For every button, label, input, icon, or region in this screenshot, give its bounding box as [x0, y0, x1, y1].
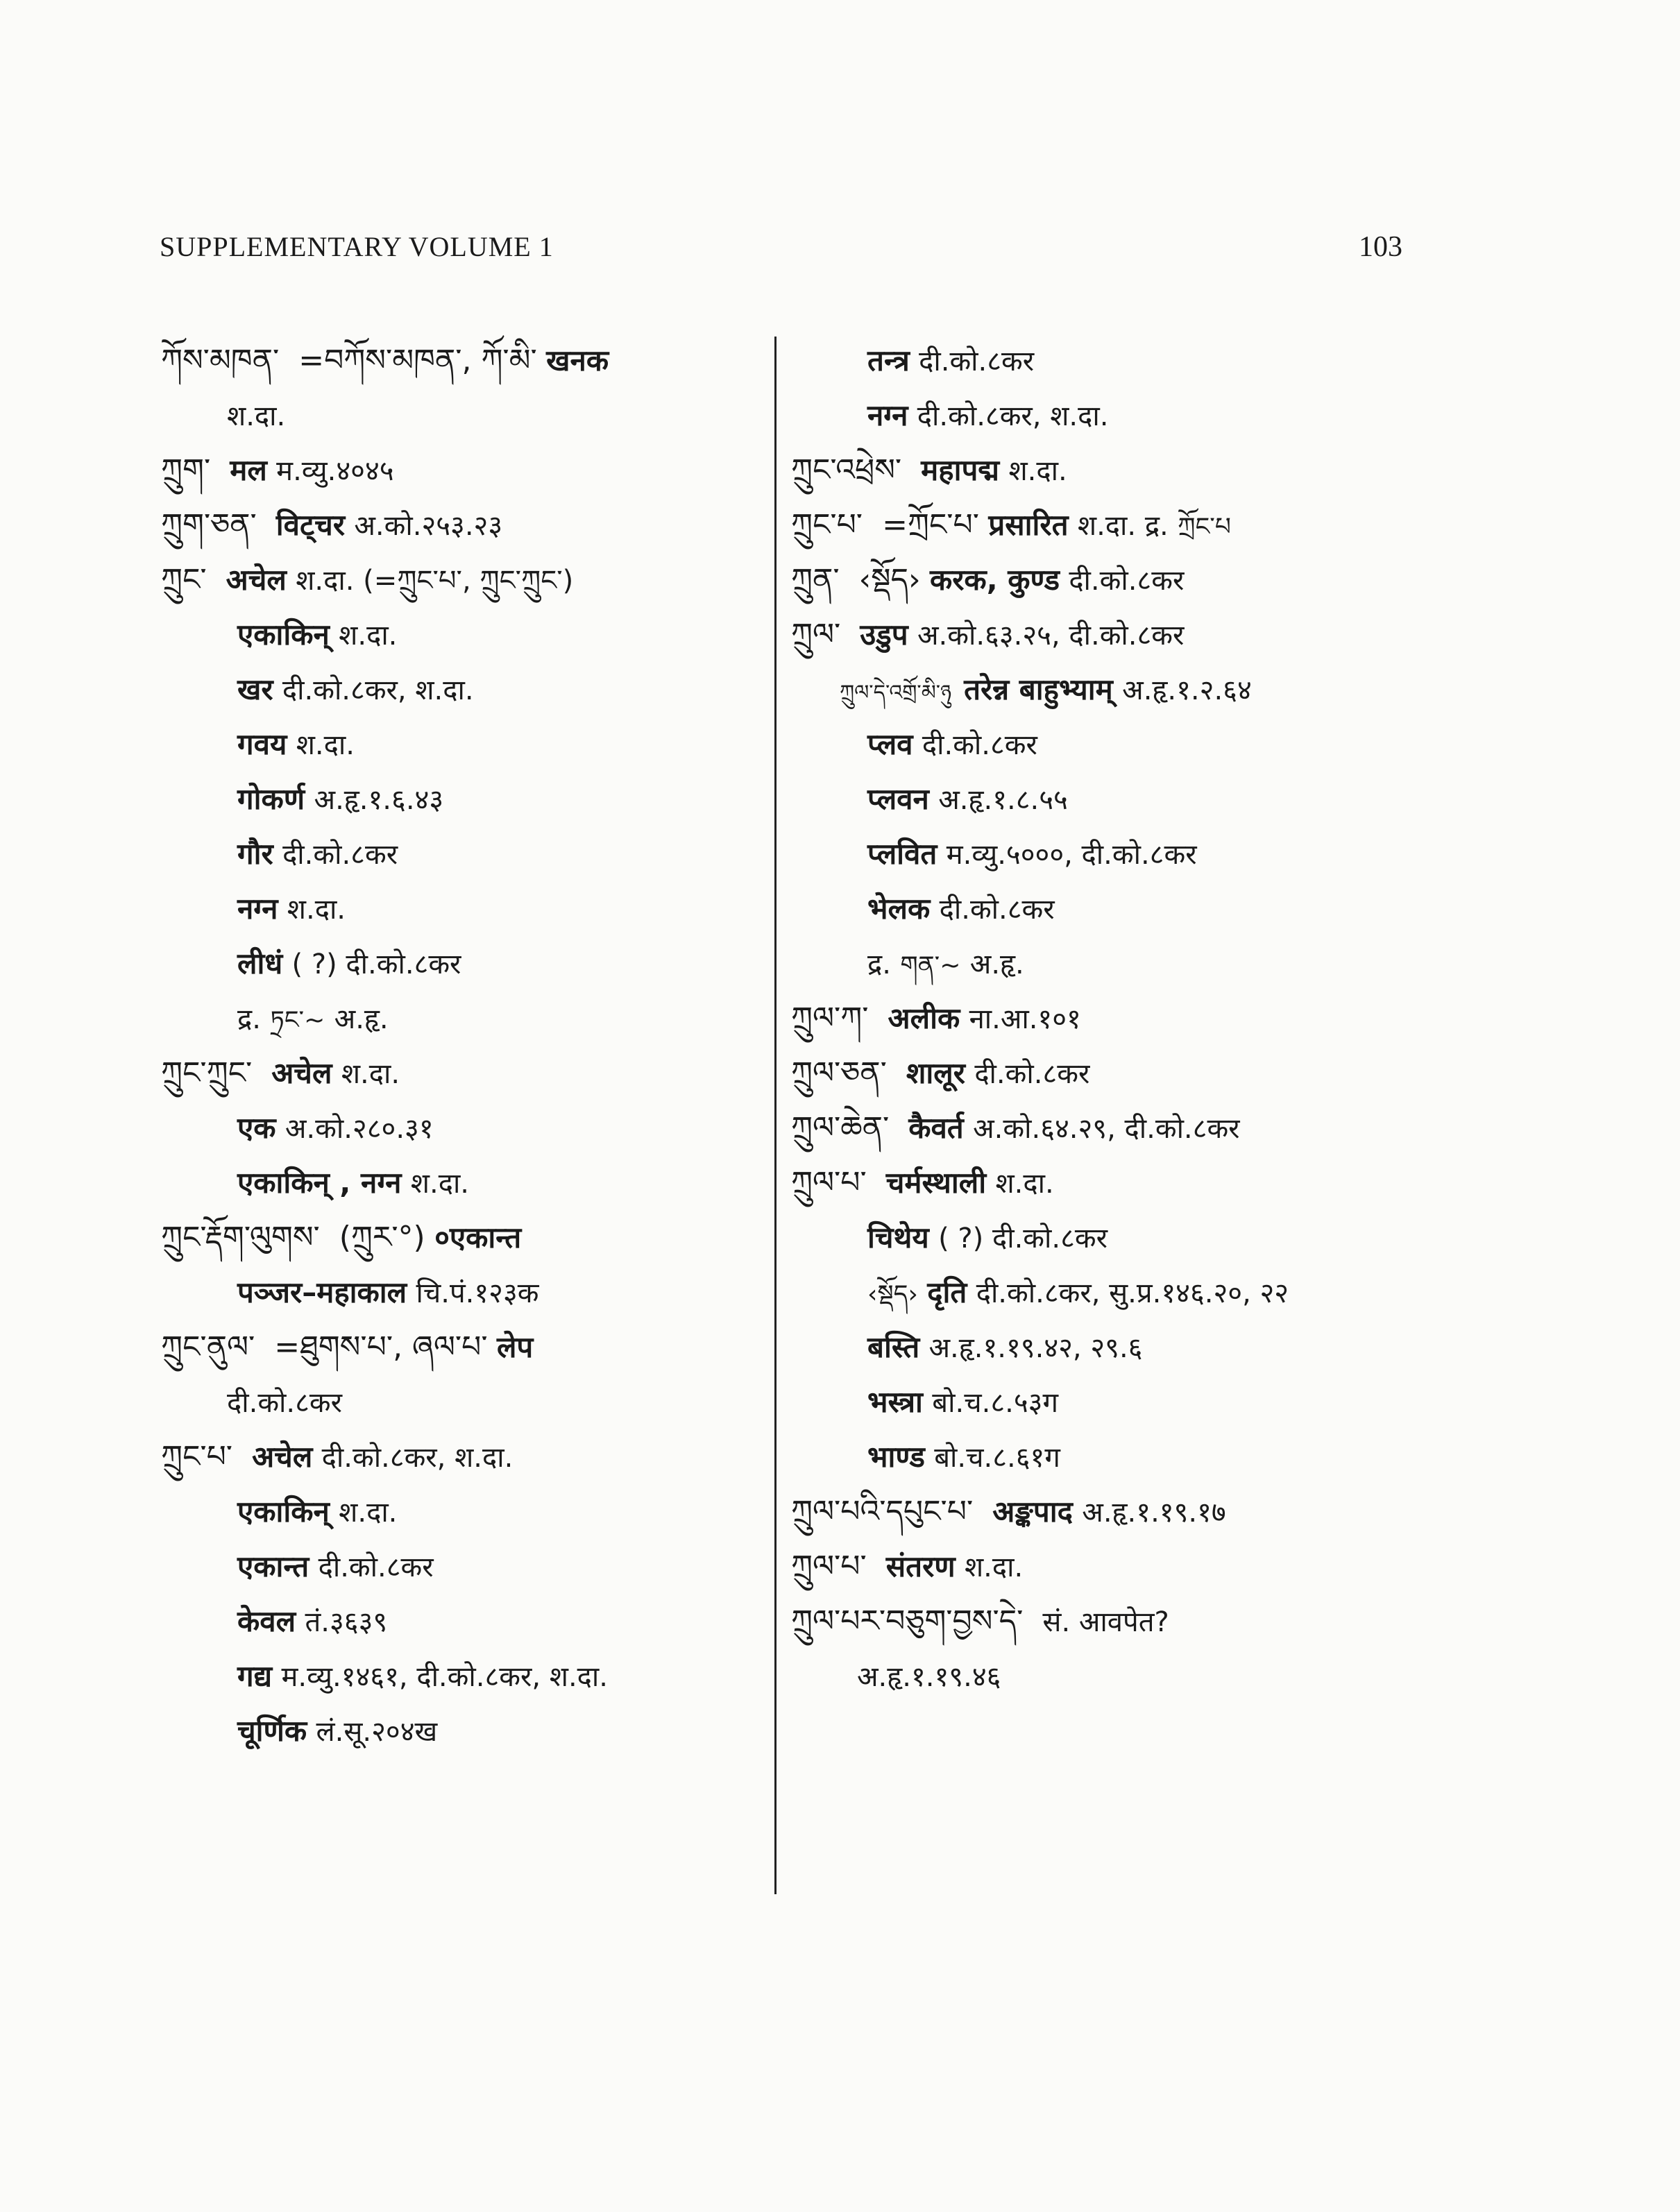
tibetan-headword: ཀྲུང་ནུལ་ [161, 1329, 255, 1365]
sanskrit-equivalent: चूर्णिक [237, 1714, 307, 1748]
source-reference: दी.को.८कर, श.दा. [282, 674, 474, 706]
source-reference: श.दा. (=ཀྲུང་པ་, ཀྲུང་ཀྲུང་) [296, 565, 574, 597]
sanskrit-equivalent: केवल [237, 1604, 296, 1638]
sense-line [161, 826, 758, 881]
entry-line [161, 497, 758, 552]
source-reference: दी.को.८कर [1069, 565, 1185, 597]
entry-line [791, 1594, 1416, 1649]
tibetan-inline: ཏྲང་~ [270, 1006, 325, 1035]
source-reference: श.दा. [227, 400, 286, 432]
sanskrit-equivalent: पञ्जर–महाकाल [237, 1275, 407, 1309]
tibetan-inline: ཀྲོང་པ [1178, 513, 1231, 541]
tibetan-variant: =ཀྲོང་པ་ [882, 507, 979, 543]
source-reference: दी.को.८कर [939, 894, 1055, 926]
source-reference: दी.को.८कर, सु.प्र.१४६.२०, २२ [976, 1277, 1289, 1309]
entry-line [791, 1046, 1416, 1100]
sense-line [791, 388, 1416, 443]
running-head: SUPPLEMENTARY VOLUME 1 [160, 231, 554, 262]
page-header [160, 230, 1402, 272]
tibetan-phrase: ཀྲུལ་དེ་འགྲོ་མི་ཉུ [840, 681, 952, 705]
source-reference: बो.च.८.६१ग [934, 1442, 1060, 1474]
entry-line [161, 443, 758, 497]
source-reference: अ.को.६३.२५, दी.को.८कर [917, 620, 1185, 652]
sanskrit-equivalent: गद्य [237, 1659, 273, 1693]
sanskrit-equivalent: प्लवन [867, 782, 929, 816]
tibetan-inline: ‹སྡོད› [867, 1280, 918, 1309]
tibetan-headword: ཀྲུང་ [161, 562, 207, 597]
sanskrit-equivalent: एकाकिन् [237, 1495, 330, 1529]
sanskrit-equivalent: मल [230, 453, 267, 487]
sanskrit-equivalent: प्रसारित [988, 508, 1069, 542]
sanskrit-equivalent: गोकर्ण [237, 782, 305, 816]
source-reference: अ.हृ.१.६.४३ [314, 784, 444, 816]
sense-line [161, 881, 758, 936]
tibetan-headword: ཀྲུང་པ་ [161, 1439, 233, 1474]
source-reference: लं.सू.२०४ख [316, 1716, 438, 1748]
sense-line [791, 333, 1416, 388]
entry-line [791, 1484, 1416, 1539]
sanskrit-equivalent: महापद्म [921, 453, 1000, 487]
source-reference: श.दा. द्र. [1077, 510, 1169, 542]
tibetan-headword: ཀྲུལ་པ་ [791, 1165, 867, 1200]
sanskrit-equivalent: गवय [237, 727, 287, 761]
entry-line [791, 443, 1416, 497]
sanskrit-equivalent: शालूर [906, 1056, 965, 1090]
cross-reference-line [161, 991, 758, 1046]
tibetan-headword: ཀྲུལ་ཆེན་ [791, 1110, 890, 1146]
source-reference: अ.हृ.१.१९.४२, २९.६ [928, 1332, 1143, 1364]
sense-line [161, 1484, 758, 1539]
entry-continuation [791, 1649, 1416, 1703]
entry-line [161, 1046, 758, 1100]
sense-line [791, 1265, 1416, 1320]
sanskrit-equivalent: अलीक [888, 1001, 960, 1035]
sanskrit-equivalent: एकाकिन् [237, 618, 330, 652]
entry-line [791, 497, 1416, 552]
tibetan-headword: ཀྲུལ་ཅན་ [791, 1055, 887, 1091]
tibetan-variant: ‹སྡོད› [858, 562, 921, 597]
tibetan-variant: =ཐུགས་པ་, ཞལ་པ་ [274, 1329, 488, 1365]
tibetan-variant: =བཀོས་མཁན་, ཀོ་མི་ [298, 343, 537, 378]
source-reference: श.दा. [1008, 455, 1067, 487]
sanskrit-equivalent: नग्न [237, 892, 278, 926]
sanskrit-equivalent: संतरण [885, 1549, 956, 1583]
sense-line [161, 1155, 758, 1210]
sanskrit-equivalent: दृति [927, 1275, 967, 1309]
sanskrit-equivalent: करक, कुण्ड [930, 563, 1060, 597]
sanskrit-equivalent: तरेन्न बाहुभ्याम् [964, 672, 1113, 706]
sense-line [161, 936, 758, 991]
tibetan-variant: (ཀྲུར་°) [339, 1220, 425, 1255]
entry-continuation [161, 1375, 758, 1429]
sanskrit-equivalent: अचेल [271, 1056, 332, 1090]
source-reference: श.दा. [339, 1497, 398, 1529]
source-reference: दी.को.८कर [282, 839, 398, 871]
sanskrit-equivalent: अचेल [226, 563, 287, 597]
source-reference: श.दा. [995, 1168, 1054, 1200]
column-divider [774, 337, 777, 1894]
sense-line [791, 1375, 1416, 1429]
sanskrit-equivalent: प्लव [867, 727, 913, 761]
source-reference: श.दा. [296, 729, 355, 761]
sense-line [161, 662, 758, 717]
entry-line [791, 552, 1416, 607]
entry-line [791, 991, 1416, 1046]
source-reference: दी.को.८कर [318, 1551, 434, 1583]
tibetan-headword: ཀྲུང་འཕྲེས་ [791, 452, 902, 488]
source-reference: अ.हृ. [969, 948, 1024, 980]
source-reference: श.दा. [410, 1168, 470, 1200]
tibetan-headword: ཀྲུང་པ་ [791, 507, 863, 543]
sub-entry-line [791, 662, 1416, 717]
source-reference: श.दा. [287, 894, 346, 926]
entry-line [791, 607, 1416, 662]
sanskrit-equivalent: भाण्ड [867, 1440, 925, 1474]
source-reference: बो.च.८.५३ग [932, 1387, 1058, 1419]
tibetan-headword: ཀྲུང་ཀྲུང་ [161, 1055, 253, 1091]
sanskrit-equivalent: उडुप [860, 618, 908, 652]
sanskrit-equivalent: एकान्त [237, 1549, 309, 1583]
cross-reference-line [791, 936, 1416, 991]
cross-reference-marker: द्र. [237, 1003, 261, 1035]
sanskrit-equivalent: खर [237, 672, 273, 706]
page-number: 103 [1359, 231, 1402, 263]
sanskrit-equivalent: बस्ति [867, 1330, 920, 1364]
entry-line [161, 1320, 758, 1375]
sanskrit-equivalent: नग्न [867, 398, 908, 432]
source-reference: ( ?) दी.को.८कर [291, 948, 461, 980]
tibetan-inline: གན་~ [900, 951, 961, 980]
sanskrit-equivalent: तन्त्र [867, 343, 910, 377]
source-reference: श.दा. [341, 1058, 400, 1090]
sanskrit-equivalent: लीधं [237, 946, 283, 980]
source-reference: अ.को.२५३.२३ [354, 510, 503, 542]
source-reference: म.व्यु.५०००, दी.को.८कर [946, 839, 1197, 871]
tibetan-headword: ཀྲུག་ཅན་ [161, 507, 257, 543]
tibetan-headword: ཀྲུན་ [791, 562, 840, 597]
source-reference: तं.३६३९ [305, 1606, 388, 1638]
sanskrit-equivalent: लेप [496, 1330, 534, 1364]
source-reference: अ.हृ.१.१९.१७ [1082, 1497, 1226, 1529]
source-reference: दी.को.८कर, श.दा. [917, 400, 1109, 432]
sense-line [161, 772, 758, 826]
sense-line [791, 1320, 1416, 1375]
source-reference: अ.हृ.१.८.५५ [938, 784, 1068, 816]
sanskrit-equivalent: खनक [546, 343, 609, 377]
tibetan-headword: ཀྲུལ་ཀ་ [791, 1001, 869, 1036]
sanskrit-equivalent: एकाकिन् , नग्न [237, 1166, 402, 1200]
sanskrit-equivalent: चिथेय [867, 1220, 929, 1254]
sanskrit-equivalent: भस्त्रा [867, 1385, 923, 1419]
source-reference: श.दा. [339, 620, 398, 652]
source-reference: सं. आवपेत? [1042, 1606, 1169, 1638]
sense-line [791, 772, 1416, 826]
source-reference: अ.हृ.१.१९.४६ [857, 1661, 1001, 1693]
source-reference: दी.को.८कर [919, 346, 1035, 377]
entry-line [161, 1429, 758, 1484]
entry-line [791, 1100, 1416, 1155]
tibetan-headword: ཀྲུལ་པར་བཅུག་བྱས་དེ་ [791, 1603, 1024, 1639]
sense-line [161, 1539, 758, 1594]
source-reference: अ.हृ. [334, 1003, 389, 1035]
source-reference: अ.को.६४.२९, दी.को.८कर [973, 1113, 1240, 1145]
sanskrit-equivalent: प्लवित [867, 837, 937, 871]
sanskrit-equivalent: विट्चर [275, 508, 346, 542]
left-column [161, 333, 758, 1758]
sense-line [791, 1429, 1416, 1484]
source-reference: म.व्यु.४०४५ [276, 455, 394, 487]
sense-line [791, 717, 1416, 772]
tibetan-headword: ཀོས་མཁན་ [161, 343, 280, 378]
source-reference: दी.को.८कर [922, 729, 1037, 761]
source-reference: चि.पं.१२३क [416, 1277, 539, 1309]
source-reference: ( ?) दी.को.८कर [938, 1223, 1108, 1254]
source-reference: अ.को.२८०.३१ [285, 1113, 434, 1145]
tibetan-headword: ཀྲུལ་པ་ [791, 1549, 867, 1584]
tibetan-headword: ཀྲུལ་ [791, 617, 841, 652]
entry-line [791, 1539, 1416, 1594]
sanskrit-equivalent: अचेल [252, 1440, 313, 1474]
source-reference: श.दा. [964, 1551, 1024, 1583]
sense-line [791, 881, 1416, 936]
sense-line [791, 1210, 1416, 1265]
entry-line [791, 1155, 1416, 1210]
sanskrit-equivalent: कैवर्त [908, 1111, 964, 1145]
source-reference: दी.को.८कर [227, 1387, 342, 1419]
tibetan-headword: ཀྲུང་རྡོག་ལུགས་ [161, 1220, 320, 1255]
entry-line [161, 1210, 758, 1265]
source-reference: दी.को.८कर, श.दा. [321, 1442, 514, 1474]
entry-line [161, 388, 758, 443]
entry-line [161, 333, 758, 388]
sanskrit-equivalent: ०एकान्त [434, 1220, 522, 1254]
source-reference: दी.को.८कर [974, 1058, 1090, 1090]
sanskrit-equivalent: भेलक [867, 892, 931, 926]
source-reference: अ.हृ.१.२.६४ [1122, 674, 1252, 706]
sense-line [791, 826, 1416, 881]
source-reference: म.व्यु.१४६१, दी.को.८कर, श.दा. [281, 1661, 608, 1693]
sanskrit-equivalent: गौर [237, 837, 273, 871]
source-reference: ना.आ.१०१ [969, 1003, 1081, 1035]
sense-line [161, 607, 758, 662]
sanskrit-equivalent: चर्मस्थाली [885, 1166, 987, 1200]
sanskrit-equivalent: अङ्कपाद [992, 1495, 1073, 1529]
sense-line [161, 1703, 758, 1758]
right-column [791, 333, 1416, 1703]
sense-line [161, 717, 758, 772]
sense-line [161, 1649, 758, 1703]
sense-line [161, 1100, 758, 1155]
tibetan-headword: ཀྲུལ་པའི་དཔུང་པ་ [791, 1494, 974, 1529]
sanskrit-equivalent: एक [237, 1111, 276, 1145]
cross-reference-marker: द्र. [867, 948, 891, 980]
tibetan-headword: ཀྲུག་ [161, 452, 211, 488]
sense-line [161, 1594, 758, 1649]
sense-line [161, 1265, 758, 1320]
entry-line [161, 552, 758, 607]
